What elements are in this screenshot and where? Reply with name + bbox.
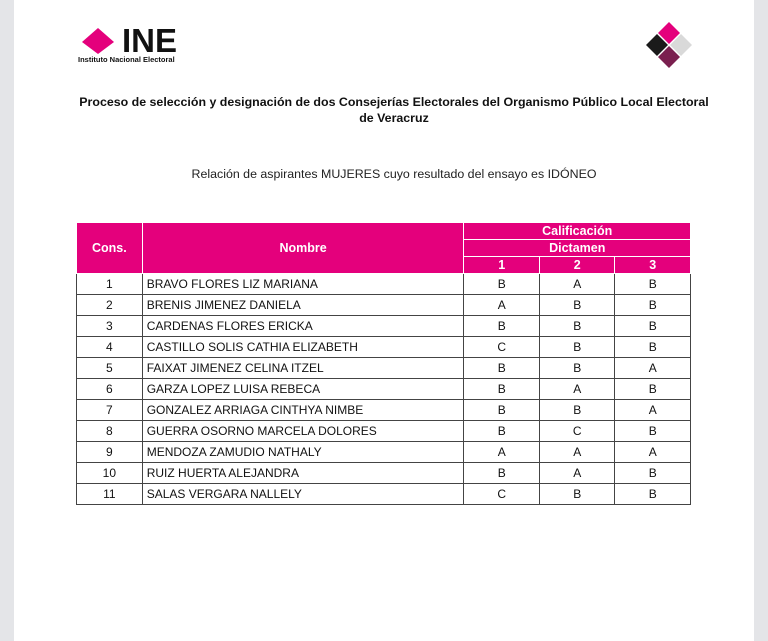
- header-dictamen-2: 2: [539, 257, 615, 274]
- cell-dictamen-2: B: [539, 400, 615, 421]
- results-table: [76, 222, 691, 505]
- cell-dictamen-1: C: [464, 484, 540, 505]
- cell-nombre: GONZALEZ ARRIAGA CINTHYA NIMBE: [142, 400, 464, 421]
- table-row: [77, 316, 691, 337]
- cell-dictamen-3: B: [615, 484, 691, 505]
- table-row: [77, 484, 691, 505]
- cell-cons: 3: [77, 316, 143, 337]
- cell-dictamen-2: A: [539, 379, 615, 400]
- cell-dictamen-2: B: [539, 337, 615, 358]
- cell-nombre: BRENIS JIMENEZ DANIELA: [142, 295, 464, 316]
- cell-dictamen-3: B: [615, 295, 691, 316]
- cell-dictamen-1: B: [464, 379, 540, 400]
- cell-cons: 7: [77, 400, 143, 421]
- cell-dictamen-3: B: [615, 463, 691, 484]
- cell-dictamen-1: C: [464, 337, 540, 358]
- cell-cons: 2: [77, 295, 143, 316]
- cell-nombre: FAIXAT JIMENEZ CELINA ITZEL: [142, 358, 464, 379]
- cell-nombre: GUERRA OSORNO MARCELA DOLORES: [142, 421, 464, 442]
- cell-dictamen-1: A: [464, 442, 540, 463]
- cell-nombre: MENDOZA ZAMUDIO NATHALY: [142, 442, 464, 463]
- ine-logo: [78, 24, 218, 66]
- cell-dictamen-2: C: [539, 421, 615, 442]
- cell-dictamen-2: A: [539, 274, 615, 295]
- cell-nombre: CASTILLO SOLIS CATHIA ELIZABETH: [142, 337, 464, 358]
- cell-cons: 5: [77, 358, 143, 379]
- cell-cons: 6: [77, 379, 143, 400]
- cell-dictamen-3: B: [615, 274, 691, 295]
- document-title: Proceso de selección y designación de dos Consejerías Electorales del Organismo Público Local Electoral de Veracruz: [79, 95, 709, 125]
- header-dictamen: Dictamen: [464, 240, 691, 257]
- cell-dictamen-3: A: [615, 358, 691, 379]
- cell-dictamen-3: B: [615, 316, 691, 337]
- cell-cons: 1: [77, 274, 143, 295]
- cell-nombre: BRAVO FLORES LIZ MARIANA: [142, 274, 464, 295]
- cell-cons: 11: [77, 484, 143, 505]
- cell-cons: 10: [77, 463, 143, 484]
- cell-dictamen-3: B: [615, 421, 691, 442]
- table-row: [77, 337, 691, 358]
- table-row: [77, 400, 691, 421]
- cell-dictamen-1: B: [464, 463, 540, 484]
- table-row: [77, 442, 691, 463]
- header-calificacion: Calificación: [464, 223, 691, 240]
- cell-dictamen-2: A: [539, 463, 615, 484]
- diamond-cluster-icon: [644, 20, 694, 70]
- table-row: [77, 421, 691, 442]
- header-dictamen-3: 3: [615, 257, 691, 274]
- document-page: [14, 0, 754, 641]
- cell-dictamen-1: B: [464, 400, 540, 421]
- header-nombre: Nombre: [142, 223, 464, 274]
- header-dictamen-1: 1: [464, 257, 540, 274]
- cell-dictamen-2: B: [539, 484, 615, 505]
- cell-dictamen-3: A: [615, 400, 691, 421]
- cell-cons: 4: [77, 337, 143, 358]
- cell-cons: 8: [77, 421, 143, 442]
- table-row: [77, 295, 691, 316]
- cell-nombre: SALAS VERGARA NALLELY: [142, 484, 464, 505]
- cell-nombre: RUIZ HUERTA ALEJANDRA: [142, 463, 464, 484]
- table-row: [77, 379, 691, 400]
- ine-diamond-icon: [78, 26, 118, 54]
- cell-nombre: CARDENAS FLORES ERICKA: [142, 316, 464, 337]
- cell-dictamen-2: B: [539, 316, 615, 337]
- cell-nombre: GARZA LOPEZ LUISA REBECA: [142, 379, 464, 400]
- document-subtitle: Relación de aspirantes MUJERES cuyo resultado del ensayo es IDÓNEO: [191, 167, 597, 181]
- cell-dictamen-3: B: [615, 337, 691, 358]
- cell-dictamen-1: B: [464, 274, 540, 295]
- logo-subtitle: Instituto Nacional Electoral: [78, 55, 175, 64]
- table-row: [77, 274, 691, 295]
- cell-dictamen-1: B: [464, 316, 540, 337]
- logo-wordmark: INE: [122, 22, 178, 59]
- cell-dictamen-3: A: [615, 442, 691, 463]
- cell-dictamen-1: B: [464, 358, 540, 379]
- cell-dictamen-2: A: [539, 442, 615, 463]
- table-row: [77, 358, 691, 379]
- cell-dictamen-1: B: [464, 421, 540, 442]
- header-cons: Cons.: [77, 223, 143, 274]
- cell-cons: 9: [77, 442, 143, 463]
- cell-dictamen-2: B: [539, 295, 615, 316]
- cell-dictamen-2: B: [539, 358, 615, 379]
- cell-dictamen-1: A: [464, 295, 540, 316]
- cell-dictamen-3: B: [615, 379, 691, 400]
- table-row: [77, 463, 691, 484]
